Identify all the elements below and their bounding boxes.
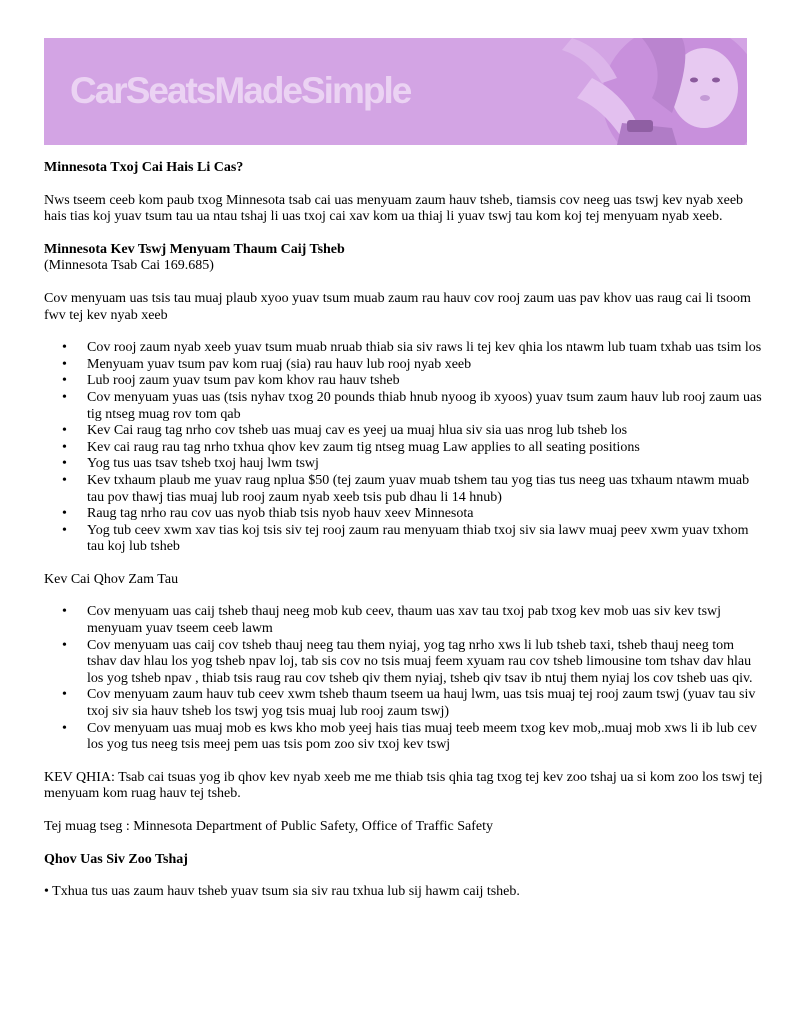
list-item: • Kev cai raug rau tag nrho txhua qhov kev zaum tig ntseg muag Law applies to all seating positions: [44, 440, 764, 457]
source-line: Tej muag tseg : Minnesota Department of Public Safety, Office of Traffic Safety: [44, 819, 493, 834]
note-paragraph: KEV QHIA: Tsab cai tsuas yog ib qhov kev nyab xeeb me me thiab tsis qhia tag txog tej kev zoo tshaj ua si kom zoo los tswj tej menyuam kom ruag hauv tej tsheb.: [44, 769, 763, 802]
section2-subheading: (Minnesota Tsab Cai 169.685): [44, 258, 214, 274]
section2-heading: Minnesota Kev Tswj Menyuam Thaum Caij Tsheb: [44, 241, 345, 257]
list-item: • Kev txhaum plaub me yuav raug nplua $50 (tej zaum yuav muab tshem tau yog tias tus neeg uas txhaum ntawm muab tau pov thawj tias muaj lub rooj zaum nyab xeeb tsis pub dhau li 14 hnub): [44, 473, 764, 506]
list-item: • Cov menyuam yuas uas (tsis nyhav txog 20 pounds thiab hnub nyoog ib xyoos) yuav tsum zaum hauv lub rooj zaum uas tig ntseg muag rov tom qab: [44, 390, 764, 423]
list-item: • Yog tus uas tsav tsheb txoj hauj lwm tswj: [44, 456, 764, 473]
list-item: • Cov menyuam zaum hauv tub ceev xwm tsheb thaum tseem ua hauj lwm, uas tsis muaj tej rooj zaum tswj (yuav tau siv txoj siv sia hauv tsheb los tswj yog tsis muaj lub rooj zaum tswj): [44, 687, 764, 720]
list-item: • Cov menyuam uas caij cov tsheb thauj neeg tau them nyiaj, yog tag nrho xws li lub tsheb taxi, tsheb thauj neeg tom tshav dav hlau los yog tsheb npav loj, tab sis cov no tsis muaj feem xyuam rau cov tsheb limousine tom tshav dav hlau los yog tsheb npav , thiab tsis raug rau cov tsheb qiv them nyiaj, tsheb qiv tsav ib ntuj them nyiaj los cov tsheb uas qiv.: [44, 638, 764, 688]
section3-heading: Kev Cai Qhov Zam Tau: [44, 571, 179, 587]
section2-intro: Cov menyuam uas tsis tau muaj plaub xyoo yuav tsum muab zaum rau hauv cov rooj zaum uas pav khov uas raug cai li tsoom fwv tej kev nyab xeeb: [44, 290, 751, 323]
list-item: • Cov menyuam uas muaj mob es kws kho mob yeej hais tias muaj teeb meem txog kev mob,.muaj mob xws li ib lub cev los yog tus neeg tsis meej pem uas tsis pom zoo siv txoj kev tswj: [44, 721, 764, 754]
header-banner: [44, 38, 747, 145]
list-item: • Lub rooj zaum yuav tsum pav kom khov rau hauv tsheb: [44, 373, 764, 390]
list-item: • Raug tag nrho rau cov uas nyob thiab tsis nyob hauv xeev Minnesota: [44, 506, 764, 523]
section1-paragraph: Nws tseem ceeb kom paub txog Minnesota tsab cai uas menyuam zaum hauv tsheb, tiamsis cov neeg uas tswj kev nyab xeeb hais tias koj yuav tsum tau ua ntau tshaj li uas txoj cai xav kom ua thiaj li yuav tswj tau kom koj tej menyuam nyab xeeb.: [44, 192, 744, 225]
section4-heading: Qhov Uas Siv Zoo Tshaj: [44, 851, 188, 867]
banner-title: CarSeatsMadeSimple: [70, 70, 411, 111]
list-item: • Cov menyuam uas caij tsheb thauj neeg mob kub ceev, thaum uas xav tau txoj pab txog kev mob uas siv kev tswj menyuam yuav tseem ceeb lawm: [44, 604, 764, 637]
requirements-list: [44, 340, 764, 556]
document-body: [44, 160, 764, 901]
list-item: • Yog tub ceev xwm xav tias koj tsis siv tej rooj zaum rau menyuam thiab txoj siv sia lawv muaj peev xwm yuav txhom tau koj lub tsheb: [44, 523, 764, 556]
list-item: • Menyuam yuav tsum pav kom ruaj (sia) rau hauv lub rooj nyab xeeb: [44, 357, 764, 374]
baby-car-seat-photo: [532, 38, 747, 145]
list-item: • Cov rooj zaum nyab xeeb yuav tsum muab nruab thiab sia siv raws li tej kev qhia los ntawm lub tuam txhab uas tsim los: [44, 340, 764, 357]
section1-heading: Minnesota Txoj Cai Hais Li Cas?: [44, 160, 244, 175]
list-item: • Kev Cai raug tag nrho cov tsheb uas muaj cav es yeej ua muaj hlua siv sia uas nrog lub tsheb los: [44, 423, 764, 440]
best-practice-line: • Txhua tus uas zaum hauv tsheb yuav tsum sia siv rau txhua lub sij hawm caij tsheb.: [44, 884, 520, 900]
exemptions-list: [44, 604, 764, 753]
